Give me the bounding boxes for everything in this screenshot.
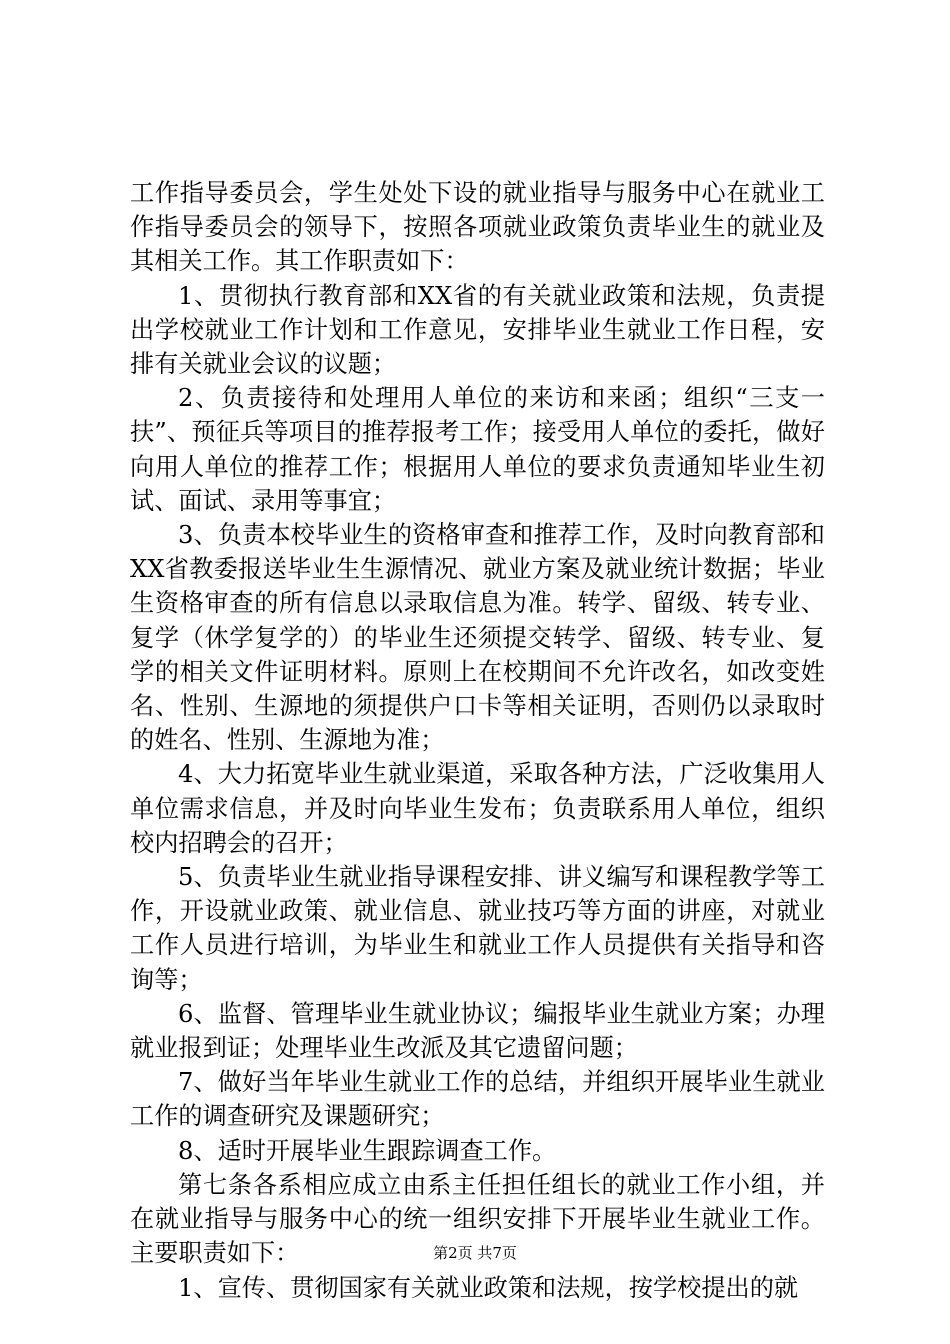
paragraph-duty-3: 3、负责本校毕业生的资格审查和推荐工作，及时向教育部和XX省教委报送毕业生生源情况、就业方案及就业统计数据；毕业生资格审查的所有信息以录取信息为准。转学、留级、转专业、复学（休学复学的）的毕业生还须提交转学、留级、转专业、复学的相关文件证明材料。原则上在校期间不允许改名，如改变姓名、性别、生源地的须提供户口卡等相关证明，否则仍以录取时的姓名、性别、生源地为准； [130, 521, 825, 755]
paragraph-article-7: 第七条各系相应成立由系主任担任组长的就业工作小组，并在就业指导与服务中心的统一组织安排下开展毕业生就业工作。主要职责如下： [130, 1170, 825, 1268]
paragraph-intro: 工作指导委员会，学生处处下设的就业指导与服务中心在就业工作指导委员会的领导下，按照各项就业政策负责毕业生的就业及其相关工作。其工作职责如下： [130, 179, 825, 276]
paragraph-duty-2: 2、负责接待和处理用人单位的来访和来函；组织“三支一扶”、预征兵等项目的推荐报考工作；接受用人单位的委托，做好向用人单位的推荐工作；根据用人单位的要求负责通知毕业生初试、面试、录用等事宜； [130, 384, 825, 515]
paragraph-duty-6: 6、监督、管理毕业生就业协议；编报毕业生就业方案；办理就业报到证；处理毕业生改派及其它遗留问题； [130, 999, 825, 1063]
paragraph-duty-5: 5、负责毕业生就业指导课程安排、讲义编写和课程教学等工作，开设就业政策、就业信息、就业技巧等方面的讲座，对就业工作人员进行培训，为毕业生和就业工作人员提供有关指导和咨询等； [130, 863, 825, 994]
document-body [130, 176, 825, 1305]
paragraph-dept-duty-1: 1、宣传、贯彻国家有关就业政策和法规，按学校提出的就 [178, 1273, 799, 1302]
paragraph-duty-7: 7、做好当年毕业生就业工作的总结，并组织开展毕业生就业工作的调查研究及课题研究； [130, 1068, 825, 1131]
paragraph-duty-1: 1、贯彻执行教育部和XX省的有关就业政策和法规，负责提出学校就业工作计划和工作意见，安排毕业生就业工作日程，安排有关就业会议的议题； [130, 281, 825, 379]
page-number-footer: 第2页 共7页 [433, 1244, 517, 1262]
paragraph-duty-4: 4、大力拓宽毕业生就业渠道，采取各种方法，广泛收集用人单位需求信息，并及时向毕业生发布；负责联系用人单位，组织校内招聘会的召开； [130, 760, 825, 857]
paragraph-duty-8: 8、适时开展毕业生跟踪调查工作。 [178, 1136, 557, 1165]
